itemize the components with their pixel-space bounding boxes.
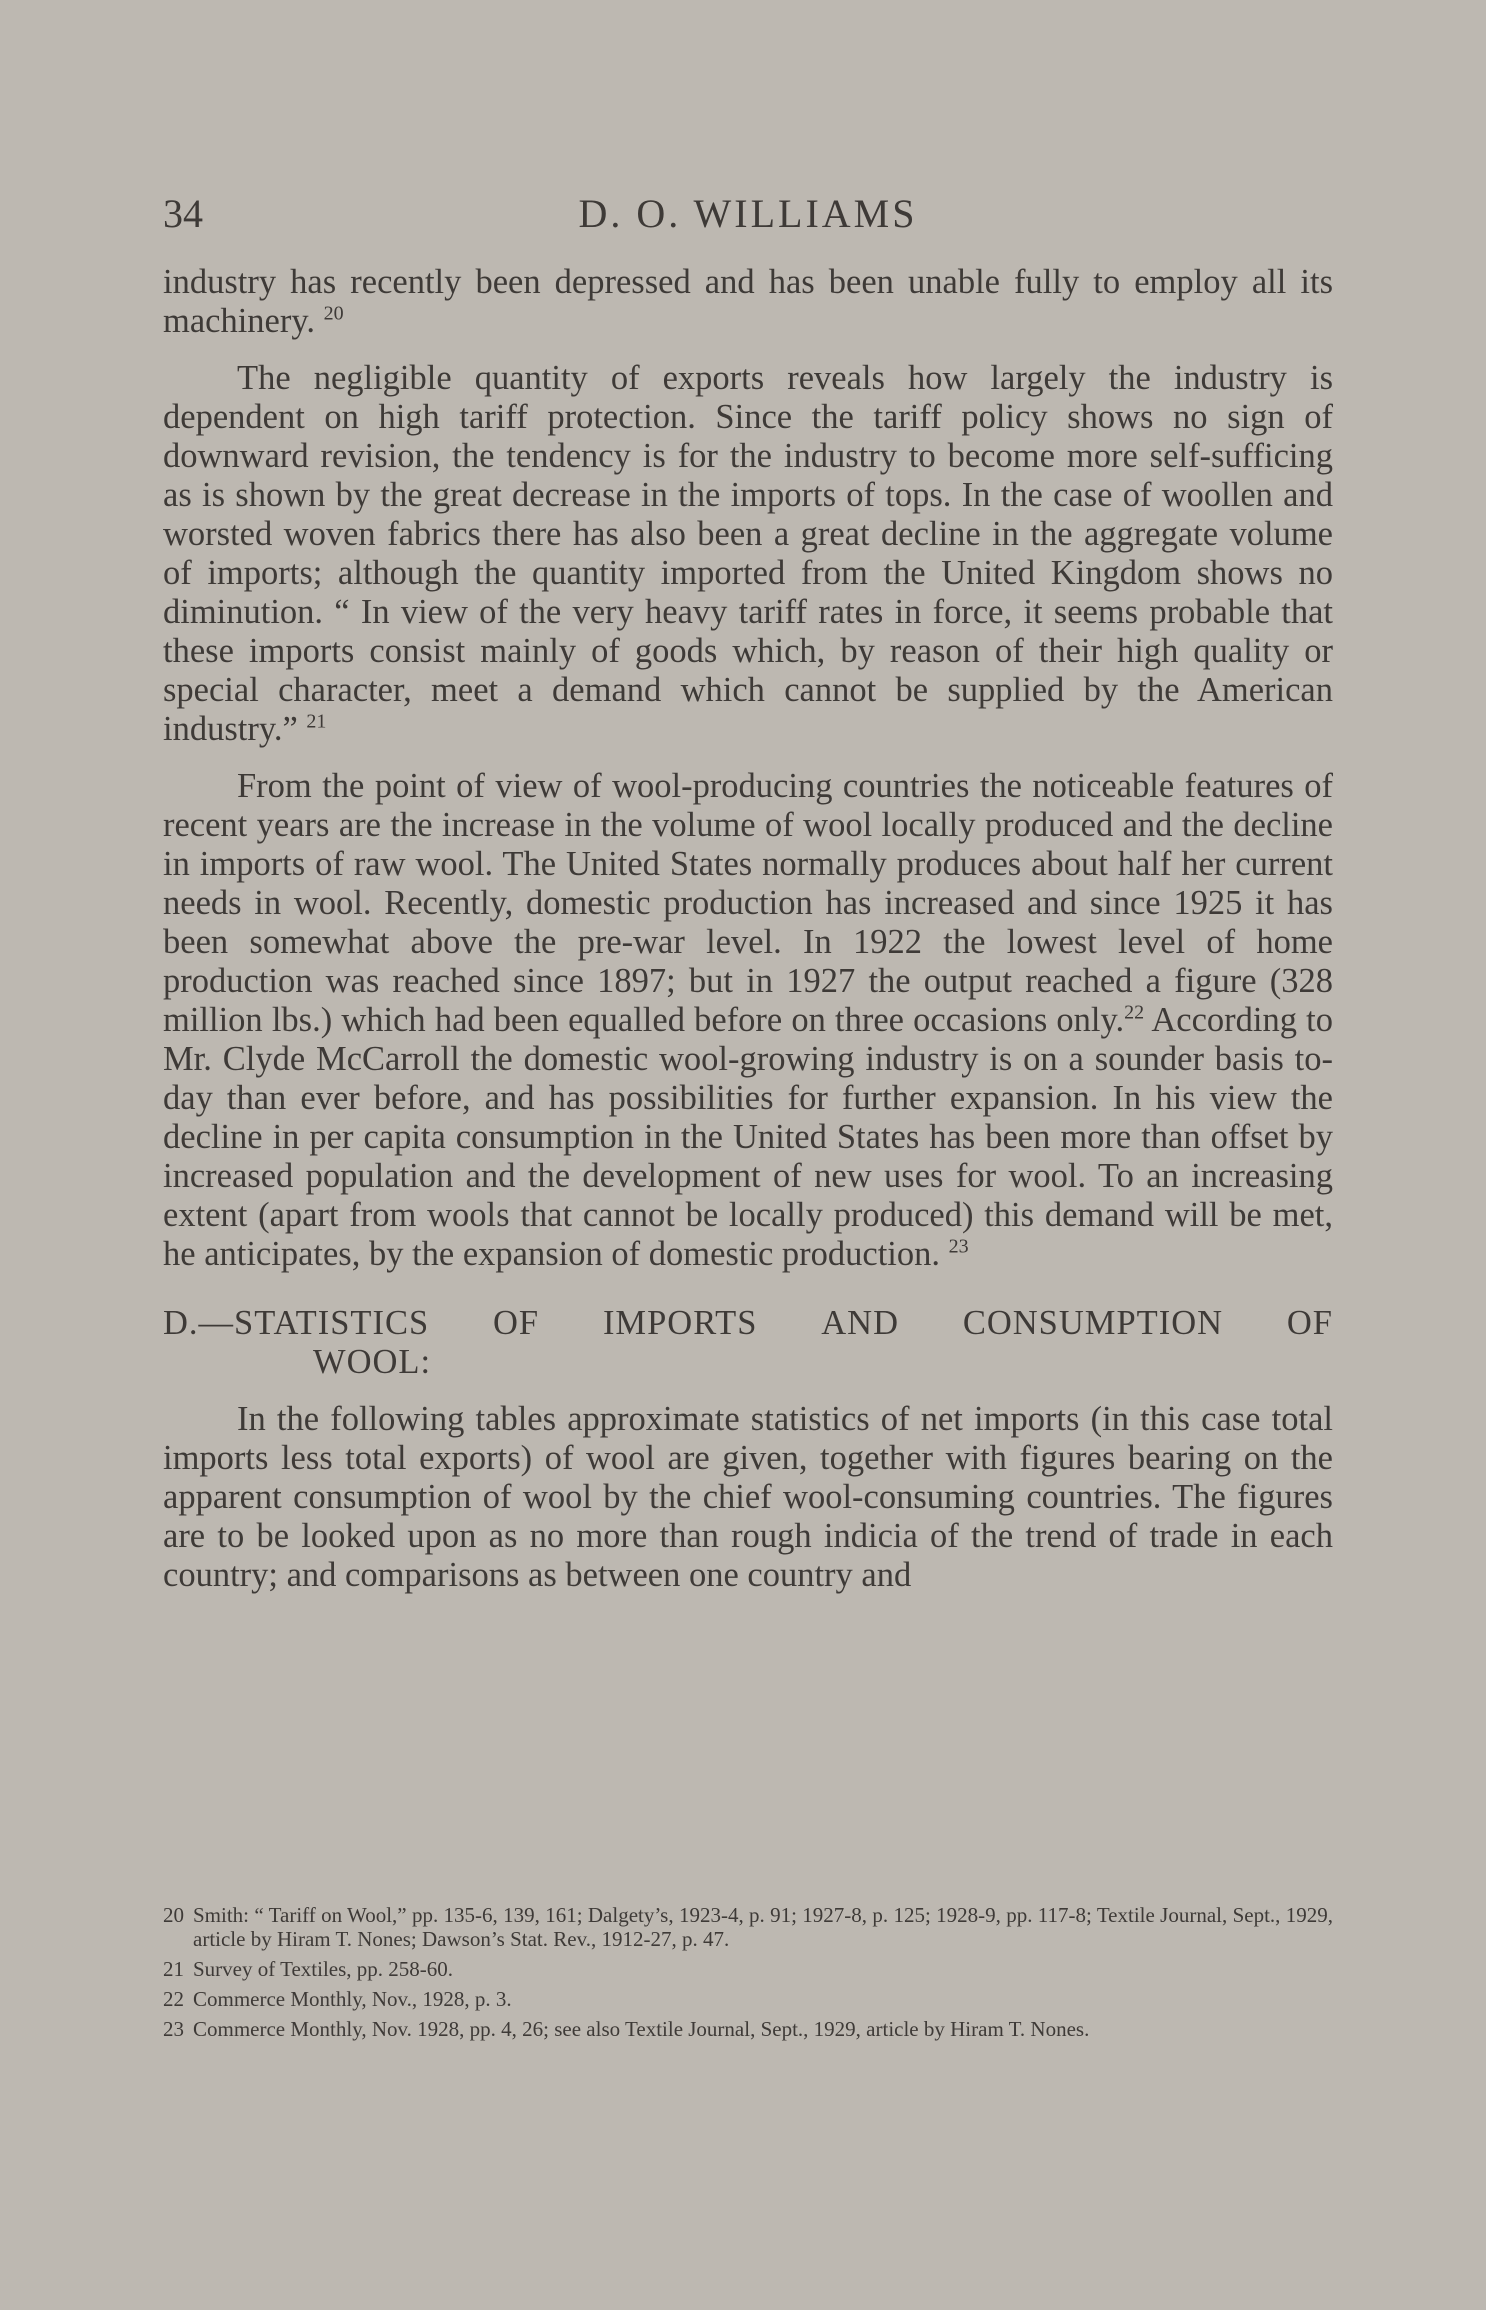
section-heading-line-2: WOOL:	[313, 1343, 432, 1381]
footnote-ref-20: 20	[323, 302, 344, 325]
heading-word: AND	[821, 1304, 899, 1342]
footnotes	[163, 1903, 1333, 2047]
footnote-ref-21: 21	[306, 710, 327, 733]
paragraph-3	[163, 767, 1333, 1274]
heading-word: OF	[492, 1304, 540, 1342]
heading-word: D.—STATISTICS	[163, 1304, 430, 1342]
page-number: 34	[163, 191, 203, 236]
footnote	[163, 1903, 1333, 1951]
paragraph-1-text: industry has recently been depressed and has been unable fully to employ all its machinery.	[163, 263, 1333, 340]
footnote-text: Survey of Textiles, pp. 258-60.	[193, 1957, 454, 1981]
footnote	[163, 2017, 1333, 2041]
footnote-number: 22	[163, 1987, 184, 2011]
paragraph-2	[163, 359, 1333, 749]
body-text	[163, 263, 1333, 1595]
paragraph-3-text-a: From the point of view of wool-producing countries the noticeable features of recent years are the increase in the volume of wool locally produced and the decline in imports of raw wool. The United States normally produces about half her current needs in wool. Recently, domestic production has increased and since 1925 it has been somewhat above the pre-war level. In 1922 the lowest level of home production was reached since 1897; but in 1927 the output reached a figure (328 million lbs.) which had been equalled before on three occasions only.	[163, 767, 1333, 1039]
heading-word: OF	[1286, 1304, 1333, 1342]
footnote	[163, 1987, 1333, 2011]
footnote	[163, 1957, 1333, 1981]
running-head: D. O. WILLIAMS	[578, 191, 918, 236]
footnote-number: 20	[163, 1903, 184, 1927]
section-heading-line-1	[163, 1304, 1333, 1343]
section-heading	[163, 1304, 1333, 1382]
heading-word: CONSUMPTION	[962, 1304, 1224, 1342]
footnote-text: Commerce Monthly, Nov. 1928, pp. 4, 26; see also Textile Journal, Sept., 1929, article by Hiram T. Nones.	[193, 2017, 1090, 2041]
footnote-text: Smith: “ Tariff on Wool,” pp. 135-6, 139, 161; Dalgety’s, 1923-4, p. 91; 1927-8, p. 125; 1928-9, pp. 117-8; Textile Journal, Sept., 1929, article by Hiram T. Nones; Dawson’s Stat. Rev., 1912-27, p. 47.	[193, 1903, 1333, 1951]
page-header	[163, 190, 1333, 246]
footnote-ref-23: 23	[948, 1235, 969, 1258]
paragraph-2-text: The negligible quantity of exports reveals how largely the industry is dependent on high tariff protection. Since the tariff policy shows no sign of downward revision, the tendency is for the industry to become more self-sufficing as is shown by the great decrease in the imports of tops. In the case of woollen and worsted woven fabrics there has also been a great decline in the aggregate volume of imports; although the quantity imported from the United Kingdom shows no diminution. “ In view of the very heavy tariff rates in force, it seems probable that these imports consist mainly of goods which, by reason of their high quality or special character, meet a demand which cannot be supplied by the American industry.”	[163, 359, 1333, 748]
footnote-number: 23	[163, 2017, 184, 2041]
footnote-ref-22: 22	[1124, 1001, 1145, 1024]
paragraph-1	[163, 263, 1333, 341]
footnote-text: Commerce Monthly, Nov., 1928, p. 3.	[193, 1987, 512, 2011]
paragraph-4: In the following tables approximate statistics of net imports (in this case total imports less total exports) of wool are given, together with figures bearing on the apparent consumption of wool by the chief wool-consuming countries. The figures are to be looked upon as no more than rough indicia of the trend of trade in each country; and comparisons as between one country and	[163, 1400, 1333, 1594]
footnote-number: 21	[163, 1957, 184, 1981]
paragraph-3-text-b: According to Mr. Clyde McCarroll the domestic wool-growing industry is on a sounder basis to-day than ever before, and has possibilities for further expansion. In his view the decline in per capita consumption in the United States has been more than offset by increased population and the development of new uses for wool. To an increasing extent (apart from wools that cannot be locally produced) this demand will be met, he anticipates, by the expansion of domestic production.	[163, 1001, 1334, 1273]
heading-word: IMPORTS	[602, 1304, 758, 1342]
